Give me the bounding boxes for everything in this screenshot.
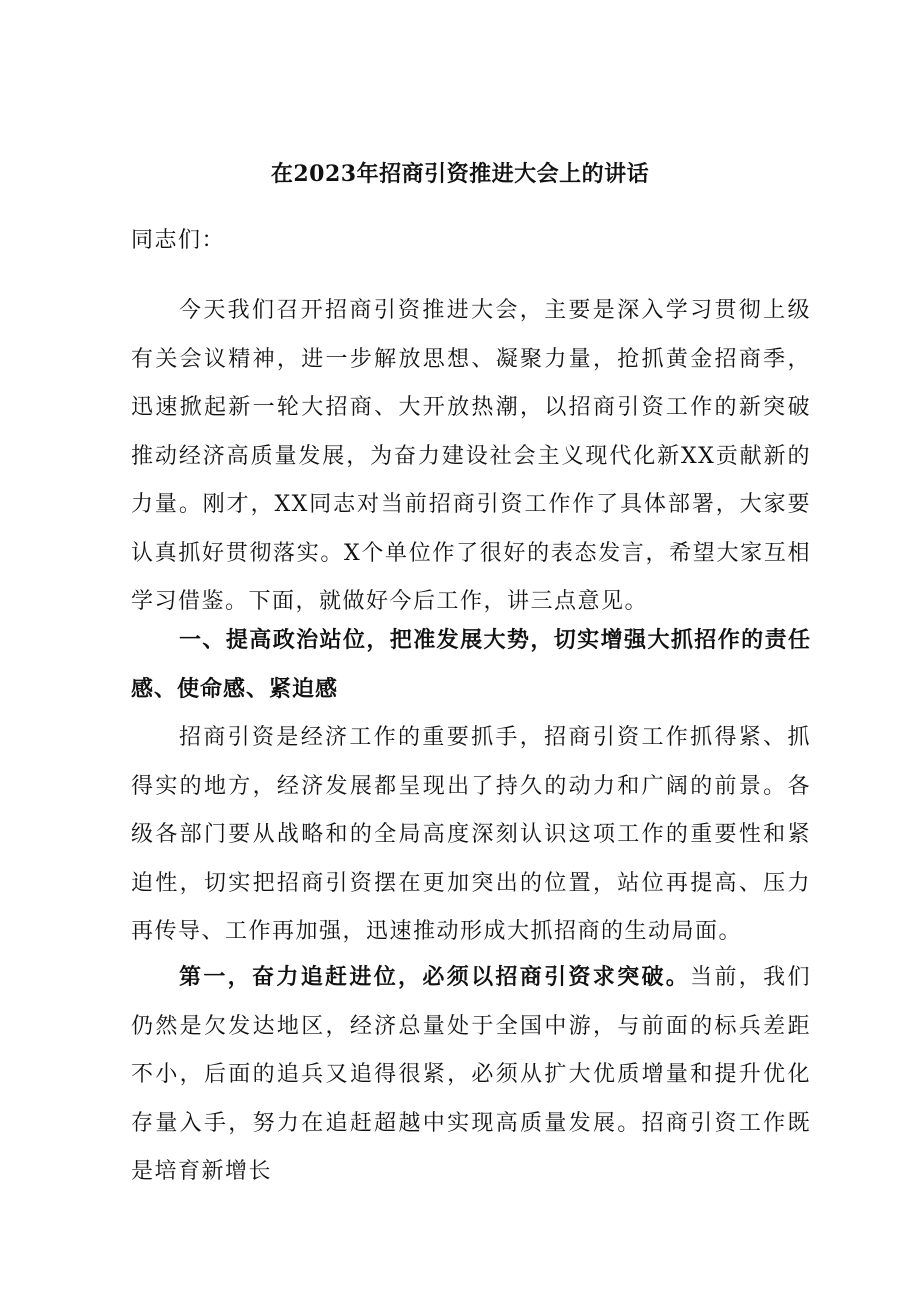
section-heading-1: 一、提高政治站位，把准发展大势，切实增强大抓招作的责任感、使命感、紧迫感 bbox=[131, 627, 811, 702]
point-1-lead: 第一，奋力追赶进位，必须以招商引资求突破。 bbox=[179, 964, 691, 990]
paragraph-opening: 今天我们召开招商引资推进大会，主要是深入学习贯彻上级有关会议精神，进一步解放思想、凝聚力量，抢抓黄金招商季，迅速掀起新一轮大招商、大开放热潮，以招商引资工作的新突破推动经济高质量发展，为奋力建设社会主义现代化新XX贡献新的力量。刚才，XX同志对当前招商引资工作作了具体部署，大家要认真抓好贯彻落实。X个单位作了很好的表态发言，希望大家互相学习借鉴。下面，就做好今后工作，讲三点意见。 bbox=[131, 298, 811, 614]
paragraph-section-1: 招商引资是经济工作的重要抓手，招商引资工作抓得紧、抓得实的地方，经济发展都呈现出了持久的动力和广阔的前景。各级各部门要从战略和的全局高度深刻认识这项工作的重要性和紧迫性，切实把招商引资摆在更加突出的位置，站位再提高、压力再传导、工作再加强，迅速推动形成大抓招商的生动局面。 bbox=[131, 725, 811, 944]
document-title: 在2023年招商引资推进大会上的讲话 bbox=[270, 161, 650, 187]
paragraph-point-1 bbox=[131, 953, 811, 1197]
point-1-body: 当前，我们仍然是欠发达地区，经济总量处于全国中游，与前面的标兵差距不小，后面的追兵又追得很紧，必须从扩大优质增量和提升优化存量入手，努力在追赶超越中实现高质量发展。招商引资工作既是培育新增长 bbox=[131, 965, 811, 1184]
salutation: 同志们： bbox=[131, 228, 226, 253]
